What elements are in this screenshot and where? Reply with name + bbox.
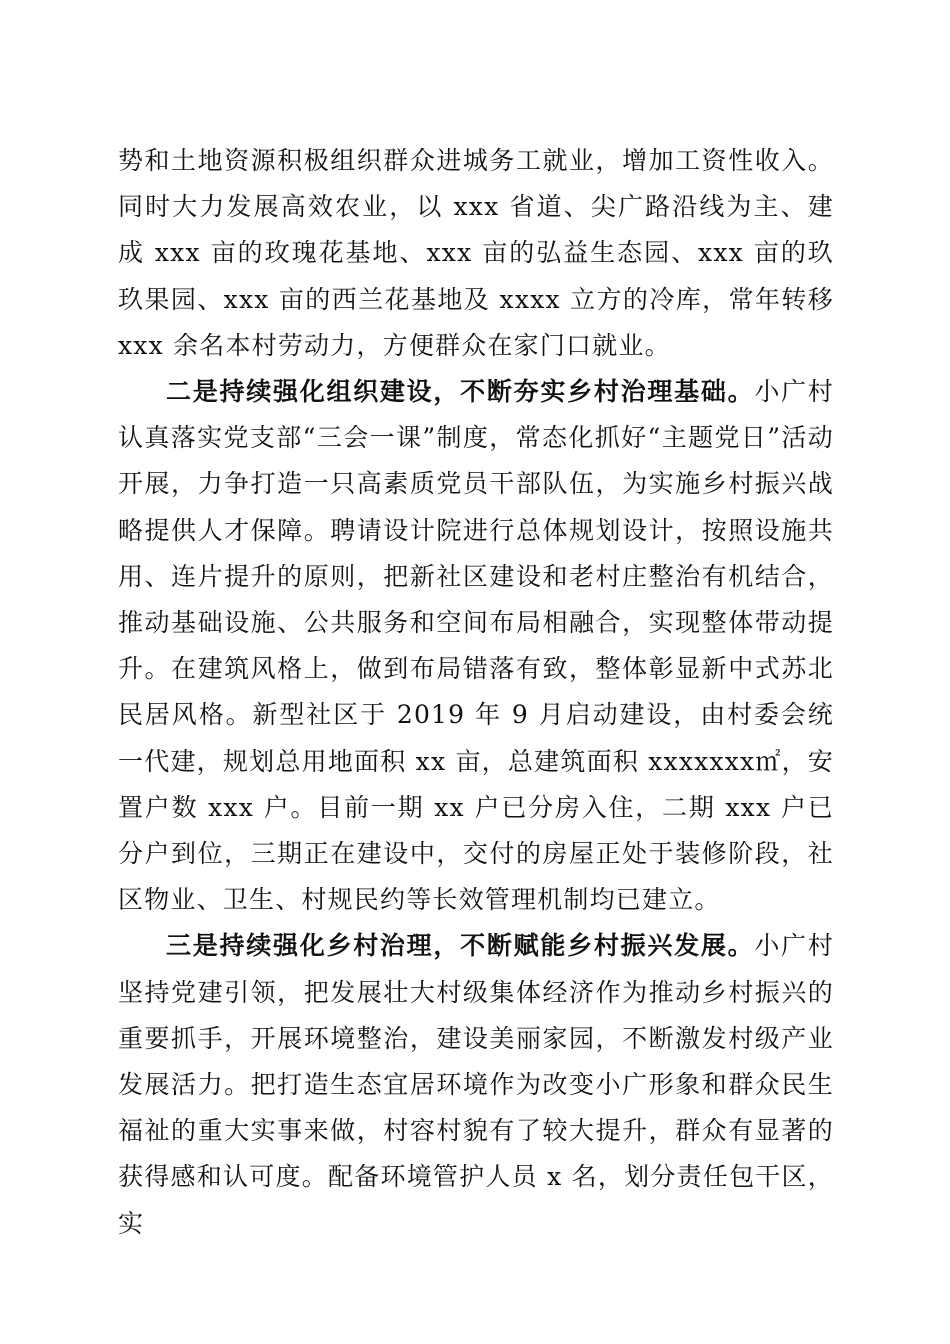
paragraph-organization-building	[118, 369, 834, 923]
paragraph-lead-heading: 二是持续强化组织建设，不断夯实乡村治理基础。	[166, 377, 755, 407]
document-body	[118, 138, 834, 1247]
paragraph-text: 小广村坚持党建引领，把发展壮大村级集体经济作为推动乡村振兴的重要抓手，开展环境整治，建设美丽家园，不断激发村级产业发展活力。把打造生态宜居环境作为改变小广形象和群众民生福祉的重大实事来做，村容村貌有了较大提升，群众有显著的获得感和认可度。配备环境管护人员 x 名，划分责任包干区，实	[118, 931, 834, 1238]
paragraph-rural-governance	[118, 923, 834, 1246]
paragraph-continuation	[118, 138, 834, 369]
paragraph-text: 势和土地资源积极组织群众进城务工就业，增加工资性收入。同时大力发展高效农业，以 xxx 省道、尖广路沿线为主、建成 xxx 亩的玫瑰花基地、xxx 亩的弘益生态园、xxx 亩的玖玖果园、xxx 亩的西兰花基地及 xxxx 立方的冷库，常年转移 xxx 余名本村劳动力，方便群众在家门口就业。	[118, 146, 834, 360]
paragraph-lead-heading: 三是持续强化乡村治理，不断赋能乡村振兴发展。	[166, 931, 755, 961]
paragraph-text: 小广村认真落实党支部“三会一课”制度，常态化抓好“主题党日”活动开展，力争打造一只高素质党员干部队伍，为实施乡村振兴战略提供人才保障。聘请设计院进行总体规划设计，按照设施共用、连片提升的原则，把新社区建设和老村庄整治有机结合，推动基础设施、公共服务和空间布局相融合，实现整体带动提升。在建筑风格上，做到布局错落有致，整体彰显新中式苏北民居风格。新型社区于 2019 年 9 月启动建设，由村委会统一代建，规划总用地面积 xx 亩，总建筑面积 xxxxxxx㎡，安置户数 xxx 户。目前一期 xx 户已分房入住，二期 xxx 户已分户到位，三期正在建设中，交付的房屋正处于装修阶段，社区物业、卫生、村规民约等长效管理机制均已建立。	[118, 377, 834, 915]
